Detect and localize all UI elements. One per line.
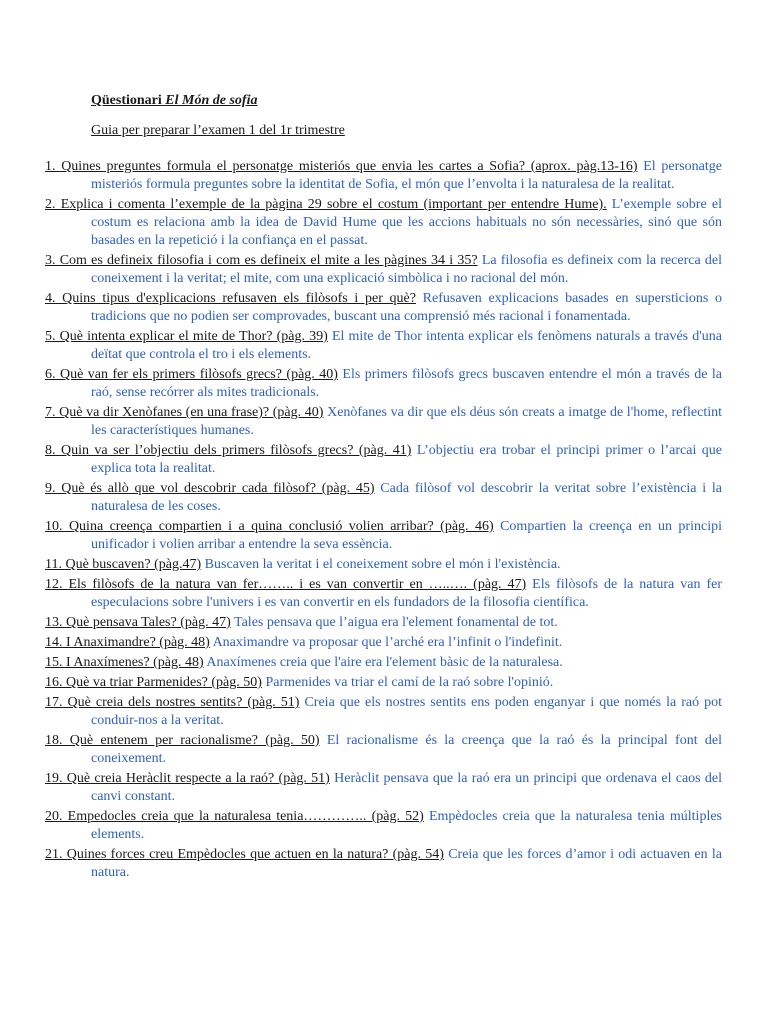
document-page <box>45 92 722 884</box>
answer-text: Creia que els nostres sentits ens poden enganyar i que només la raó pot conduir-nos a la veritat. <box>91 695 722 728</box>
question-item <box>45 634 722 652</box>
answer-text: Tales pensava que l’aigua era l'element fonamental de tot. <box>230 615 558 630</box>
answer-text: Parmenides va triar el camí de la raó sobre l'opinió. <box>261 675 554 690</box>
answer-text: Refusaven explicacions basades en supersticions o tradicions que no podien ser comprovades, buscant una comprensió més racional i fonamentada. <box>91 291 722 324</box>
answer-text: Empèdocles creia que la naturalesa tenia múltiples elements. <box>91 809 722 842</box>
question-item <box>45 480 722 516</box>
question-item <box>45 846 722 882</box>
question-item <box>45 770 722 806</box>
answer-text: Heràclit pensava que la raó era un principi que ordenava el caos del canvi constant. <box>91 771 722 804</box>
question-item <box>45 518 722 554</box>
question-text: 2. Explica i comenta l’exemple de la pàgina 29 sobre el costum (important per entendre Hume). <box>45 197 607 212</box>
question-item <box>45 404 722 440</box>
question-item <box>45 694 722 730</box>
question-item <box>45 576 722 612</box>
answer-text: Compartien la creença en un principi unificador i volien arribar a entendre la seva essència. <box>91 519 722 552</box>
question-text: 15. I Anaxímenes? (pàg. 48) <box>45 655 204 670</box>
question-item <box>45 442 722 478</box>
question-text: 3. Com es defineix filosofia i com es defineix el mite a les pàgines 34 i 35? <box>45 253 478 268</box>
question-text: 7. Què va dir Xenòfanes (en una frase)? (pàg. 40) <box>45 405 324 420</box>
title-book: Món de sofia <box>182 93 258 108</box>
question-text: 14. I Anaximandre? (pàg. 48) <box>45 635 210 650</box>
question-text: 13. Què pensava Tales? (pàg. 47) <box>45 615 231 630</box>
question-item <box>45 614 722 632</box>
question-text: 8. Quin va ser l’objectiu dels primers filòsofs grecs? (pàg. 41) <box>45 443 412 458</box>
question-text: 19. Què creia Heràclit respecte a la raó? (pàg. 51) <box>45 771 330 786</box>
document-subtitle: Guia per preparar l’examen 1 del 1r trimestre <box>91 123 345 138</box>
question-item <box>45 158 722 194</box>
question-item <box>45 654 722 672</box>
answer-text: Els primers filòsofs grecs buscaven entendre el món a través de la raó, sense recórrer als mites tradicionals. <box>91 367 722 400</box>
question-text: 4. Quins tipus d'explicacions refusaven els filòsofs i per què? <box>45 291 416 306</box>
question-item <box>45 674 722 692</box>
answer-text: Anaxímenes creia que l'aire era l'element bàsic de la naturalesa. <box>203 655 563 670</box>
question-text: 1. Quines preguntes formula el personatge misteriós que envia les cartes a Sofia? (aprox. pàg.13-16) <box>45 159 638 174</box>
answer-text: Cada filòsof vol descobrir la veritat sobre l’existència i la naturalesa de les coses. <box>91 481 722 514</box>
answer-text: Buscaven la veritat i el coneixement sobre el món i l'existència. <box>201 557 561 572</box>
title-el: El <box>165 93 179 108</box>
question-text: 16. Què va triar Parmenides? (pàg. 50) <box>45 675 262 690</box>
question-item <box>45 556 722 574</box>
answer-text: Creia que les forces d’amor i odi actuaven en la natura. <box>91 847 722 880</box>
question-item <box>45 732 722 768</box>
question-item <box>45 252 722 288</box>
question-text: 11. Què buscaven? (pàg.47) <box>45 557 202 572</box>
question-text: 10. Quina creença compartien i a quina conclusió volien arribar? (pàg. 46) <box>45 519 494 534</box>
question-item <box>45 196 722 250</box>
question-text: 12. Els filòsofs de la natura van fer…….. i es van convertir en …..…. (pàg. 47) <box>45 577 527 592</box>
question-item <box>45 366 722 402</box>
answer-text: Anaximandre va proposar que l’arché era l’infinit o l'indefinit. <box>209 635 563 650</box>
answer-text: L’exemple sobre el costum es relaciona amb la idea de David Hume que les accions habituals no són necessàries, sinó que són basades en la repetició i la confiança en el passat. <box>91 197 722 248</box>
title-prefix: Qüestionari <box>91 93 166 108</box>
answer-text: Xenòfanes va dir que els déus són creats a imatge de l'home, reflectint les característiques humanes. <box>91 405 722 438</box>
question-text: 6. Què van fer els primers filòsofs grecs? (pàg. 40) <box>45 367 338 382</box>
question-text: 20. Empedocles creia que la naturalesa tenia………….. (pàg. 52) <box>45 809 424 824</box>
answer-text: El personatge misteriós formula preguntes sobre la identitat de Sofia, el món que l’envolta i la naturalesa de la realitat. <box>91 159 722 192</box>
question-text: 9. Què és allò que vol descobrir cada filòsof? (pàg. 45) <box>45 481 375 496</box>
question-text: 21. Quines forces creu Empèdocles que actuen en la natura? (pàg. 54) <box>45 847 444 862</box>
answer-text: L’objectiu era trobar el principi primer o l’arcai que explica tota la realitat. <box>91 443 723 476</box>
answer-text: La filosofia es defineix com la recerca del coneixement i la veritat; el mite, com una explicació simbòlica i no racional del món. <box>91 253 723 286</box>
question-text: 17. Què creia dels nostres sentits? (pàg. 51) <box>45 695 300 710</box>
document-title <box>91 92 722 110</box>
answer-text: El mite de Thor intenta explicar els fenòmens naturals a través d'una deïtat que controla el tro i els elements. <box>91 329 722 362</box>
question-text: 18. Què entenem per racionalisme? (pàg. 50) <box>45 733 320 748</box>
question-item <box>45 808 722 844</box>
question-item <box>45 328 722 364</box>
question-text: 5. Què intenta explicar el mite de Thor? (pàg. 39) <box>45 329 328 344</box>
question-item <box>45 290 722 326</box>
question-list <box>45 158 722 882</box>
answer-text: El racionalisme és la creença que la raó és la principal font del coneixement. <box>91 733 722 766</box>
answer-text: Els filòsofs de la natura van fer especulacions sobre l'univers i es van convertir en els fundadors de la filosofia científica. <box>91 577 722 610</box>
